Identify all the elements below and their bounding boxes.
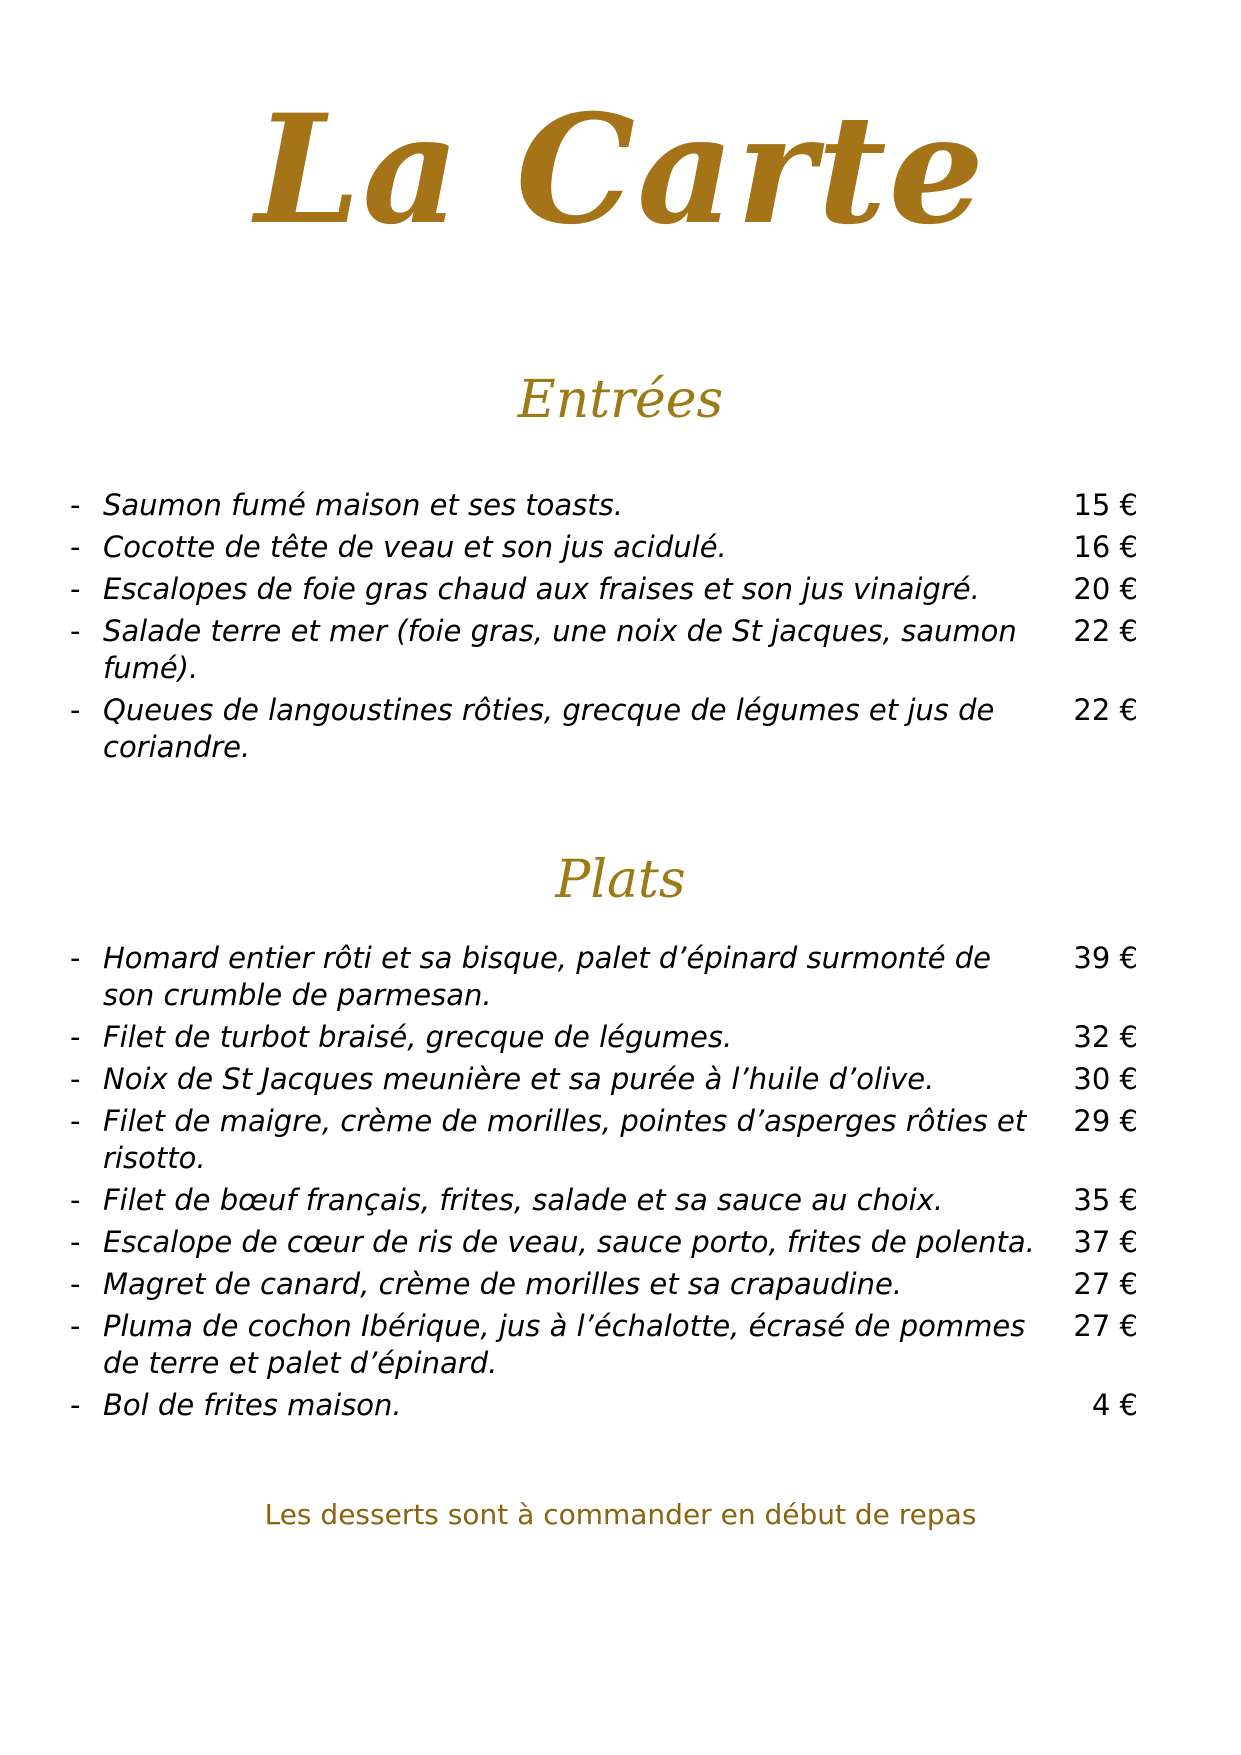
list-bullet: - [70,693,81,727]
list-item [70,571,1150,608]
dish-price: 27 € [1073,1267,1138,1301]
dish-price: 4 € [1091,1388,1138,1422]
list-bullet: - [70,530,81,564]
list-bullet: - [70,572,81,606]
dish-name: Filet de maigre, crème de morilles, pointes d’asperges rôties et risotto. [103,1104,1027,1175]
page-title: La Carte [254,82,987,258]
entrees-list [70,487,1150,771]
list-item [70,940,1150,1014]
dish-name: Queues de langoustines rôties, grecque de légumes et jus de coriandre. [103,693,995,764]
list-bullet: - [70,1267,81,1301]
list-item [70,1103,1150,1177]
dish-name: Bol de frites maison. [103,1388,402,1422]
section-title-entrees: Entrées [517,370,724,430]
dish-name: Filet de bœuf français, frites, salade et sa sauce au choix. [103,1183,944,1217]
list-bullet: - [70,1388,81,1422]
list-item [70,613,1150,687]
list-item [70,529,1150,566]
dish-name: Noix de St Jacques meunière et sa purée à l’huile d’olive. [103,1062,935,1096]
dish-name: Escalopes de foie gras chaud aux fraises et son jus vinaigré. [103,572,980,606]
list-bullet: - [70,941,81,975]
list-item [70,1224,1150,1261]
list-item [70,487,1150,524]
dish-price: 20 € [1073,572,1138,606]
list-item [70,692,1150,766]
list-bullet: - [70,1183,81,1217]
list-bullet: - [70,1104,81,1138]
dish-price: 37 € [1073,1225,1138,1259]
dish-name: Pluma de cochon Ibérique, jus à l’échalotte, écrasé de pommes de terre et palet d’épinard. [103,1309,1026,1380]
list-bullet: - [70,1020,81,1054]
list-item [70,1387,1150,1424]
dish-name: Filet de turbot braisé, grecque de légumes. [103,1020,733,1054]
dessert-note: Les desserts sont à commander en début de repas [264,1498,977,1531]
dish-price: 35 € [1073,1183,1138,1217]
dish-name: Escalope de cœur de ris de veau, sauce porto, frites de polenta. [103,1225,1035,1259]
list-bullet: - [70,1225,81,1259]
list-bullet: - [70,1062,81,1096]
list-item [70,1019,1150,1056]
dish-price: 15 € [1073,488,1138,522]
list-bullet: - [70,1309,81,1343]
dish-name: Saumon fumé maison et ses toasts. [103,488,623,522]
list-bullet: - [70,614,81,648]
dish-price: 16 € [1073,530,1138,564]
dish-price: 29 € [1073,1104,1138,1138]
dish-name: Cocotte de tête de veau et son jus acidulé. [103,530,727,564]
dish-name: Salade terre et mer (foie gras, une noix de St jacques, saumon fumé). [103,614,1017,685]
dish-name: Magret de canard, crème de morilles et sa crapaudine. [103,1267,903,1301]
list-bullet: - [70,488,81,522]
dish-price: 22 € [1073,693,1138,727]
list-item [70,1308,1150,1382]
list-item [70,1061,1150,1098]
dish-price: 22 € [1073,614,1138,648]
dish-price: 30 € [1073,1062,1138,1096]
dish-name: Homard entier rôti et sa bisque, palet d’épinard surmonté de son crumble de parmesan. [103,941,991,1012]
list-item [70,1266,1150,1303]
dish-price: 32 € [1073,1020,1138,1054]
dish-price: 39 € [1073,941,1138,975]
list-item [70,1182,1150,1219]
section-title-plats: Plats [555,850,686,910]
plats-list [70,940,1150,1429]
dish-price: 27 € [1073,1309,1138,1343]
